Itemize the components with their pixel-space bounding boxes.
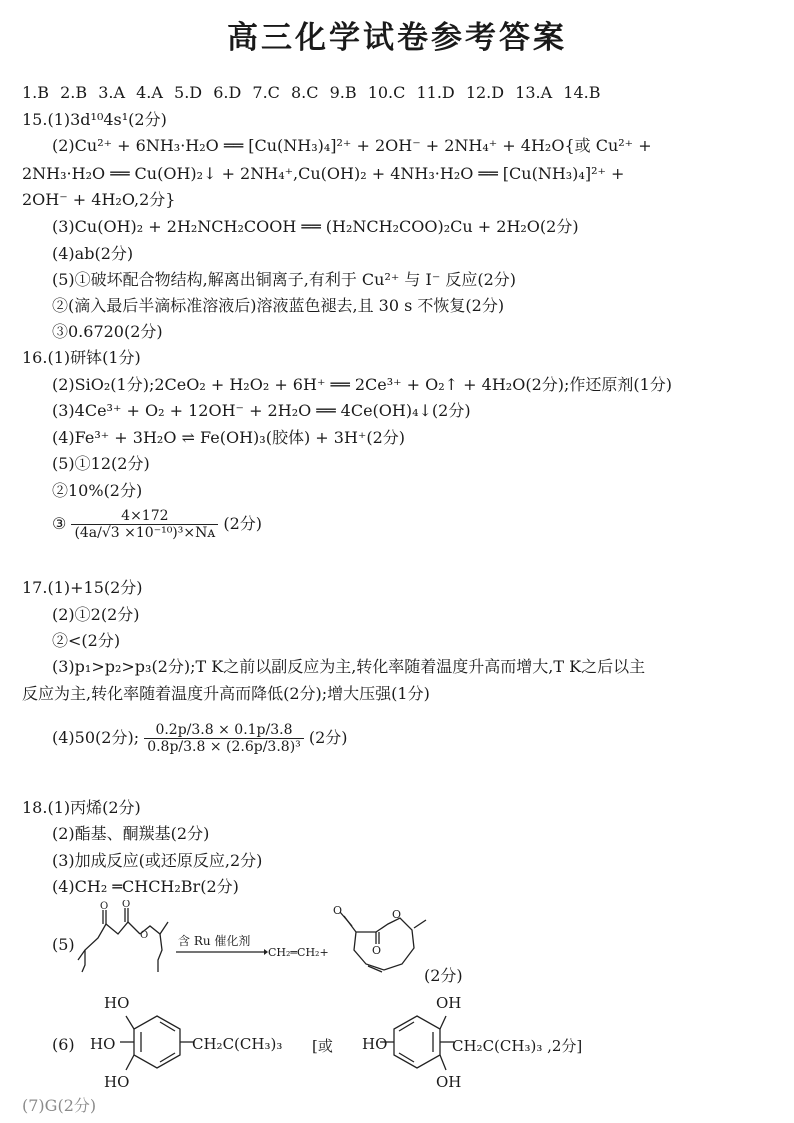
q16-line-3: (3)4Ce³⁺ + O₂ + 12OH⁻ + 2H₂O ══ 4Ce(OH)₄↓(2分) <box>52 401 471 420</box>
q17-line-5: 反应为主,转化率随着温度升高而降低(2分);增大压强(1分) <box>22 684 430 703</box>
benzene-ring-icon <box>120 1010 194 1078</box>
q18-line-4: (4)CH₂ ═CHCH₂Br(2分) <box>52 877 239 896</box>
q16-line-7 <box>52 508 262 541</box>
page-title: 高三化学试卷参考答案 <box>227 20 567 56</box>
q18-line-7: (7)G(2分) <box>22 1096 97 1115</box>
q18-6-label: (6) <box>52 1035 75 1054</box>
q15-line-7: (5)①破坏配合物结构,解离出铜离子,有利于 Cu²⁺ 与 I⁻ 反应(2分) <box>52 270 517 289</box>
q16-line-5: (5)①12(2分) <box>52 454 150 473</box>
q17-kp-fraction <box>144 722 304 755</box>
q17-line-2: (2)①2(2分) <box>52 605 140 624</box>
fraction-denominator: (4a/√3 ×10⁻¹⁰)³×Nᴀ <box>74 525 216 541</box>
benzene-ring-icon <box>380 1010 454 1078</box>
q17-line-4: (3)p₁>p₂>p₃(2分);T K之前以副反应为主,转化率随着温度升高而增大,T K之后以主 <box>52 657 646 676</box>
q16-line-6: ②10%(2分) <box>52 481 143 500</box>
q18-6-chain-1: CH₂C(CH₃)₃ <box>192 1035 283 1053</box>
reaction-arrow-icon <box>176 948 268 956</box>
q18-line-1: 18.(1)丙烯(2分) <box>22 798 141 817</box>
q18-6-ho-top: HO <box>104 994 130 1012</box>
q18-5-byproduct: CH₂═CH₂+ <box>268 946 329 959</box>
q17-line-3: ②<(2分) <box>52 631 121 650</box>
q17-line-6-prefix: (4)50(2分); <box>52 728 140 747</box>
q18-6-oh-bot: OH <box>436 1073 462 1091</box>
q18-5-catalyst: 含 Ru 催化剂 <box>178 934 251 948</box>
q15-line-2: (2)Cu²⁺ + 6NH₃·H₂O ══ [Cu(NH₃)₄]²⁺ + 2OH⁻ + 2NH₄⁺ + 4H₂O{或 Cu²⁺ + <box>52 136 652 155</box>
fraction-denominator: 0.8p/3.8 × (2.6p/3.8)³ <box>147 739 301 755</box>
q16-density-fraction <box>71 508 218 541</box>
q16-line-7-score: (2分) <box>223 514 263 533</box>
q17-line-6-score: (2分) <box>308 728 348 747</box>
svg-text:O: O <box>140 930 149 941</box>
q18-6-ho-left: HO <box>362 1035 388 1053</box>
q18-6-ho-mid: HO <box>90 1035 116 1053</box>
q17-line-1: 17.(1)+15(2分) <box>22 578 143 597</box>
q18-6-chain-2: CH₂C(CH₃)₃ ,2分] <box>452 1037 583 1055</box>
q15-line-6: (4)ab(2分) <box>52 244 134 263</box>
q16-line-4: (4)Fe³⁺ + 3H₂O ⇌ Fe(OH)₃(胶体) + 3H⁺(2分) <box>52 428 406 447</box>
svg-text:O: O <box>372 944 382 957</box>
q15-line-8: ②(滴入最后半滴标准溶液后)溶液蓝色褪去,且 30 s 不恢复(2分) <box>52 296 505 315</box>
q16-line-2: (2)SiO₂(1分);2CeO₂ + H₂O₂ + 6H⁺ ══ 2Ce³⁺ + O₂↑ + 4H₂O(2分);作还原剂(1分) <box>52 375 673 394</box>
multiple-choice-answers: 1.B 2.B 3.A 4.A 5.D 6.D 7.C 8.C 9.B 10.C 11.D 12.D 13.A 14.B <box>22 83 601 102</box>
q18-line-2: (2)酯基、酮羰基(2分) <box>52 824 210 843</box>
q18-6-oh-top: OH <box>436 994 462 1012</box>
q18-5-label: (5) <box>52 935 75 954</box>
q18-line-3: (3)加成反应(或还原反应,2分) <box>52 851 263 870</box>
ester-reactant-structure <box>70 900 180 975</box>
q15-line-1: 15.(1)3d¹⁰4s¹(2分) <box>22 110 167 129</box>
q16-line-1: 16.(1)研钵(1分) <box>22 348 141 367</box>
q18-6-ho-bot: HO <box>104 1073 130 1091</box>
q15-line-3: 2NH₃·H₂O ══ Cu(OH)₂↓ + 2NH₄⁺,Cu(OH)₂ + 4NH₃·H₂O ══ [Cu(NH₃)₄]²⁺ + <box>22 164 625 183</box>
q15-line-9: ③0.6720(2分) <box>52 322 163 341</box>
fraction-numerator: 4×172 <box>71 508 218 525</box>
q15-line-4: 2OH⁻ + 4H₂O,2分} <box>22 190 176 209</box>
q15-line-5: (3)Cu(OH)₂ + 2H₂NCH₂COOH ══ (H₂NCH₂COO)₂Cu + 2H₂O(2分) <box>52 217 579 236</box>
svg-text:O: O <box>333 904 343 917</box>
svg-text:O: O <box>122 900 131 910</box>
q18-6-or: [或 <box>312 1037 333 1055</box>
q17-line-6 <box>52 722 348 755</box>
svg-text:O: O <box>392 908 402 921</box>
svg-text:O: O <box>100 901 109 912</box>
q16-line-7-prefix: ③ <box>52 514 67 533</box>
q18-5-score: (2分) <box>424 966 463 985</box>
fraction-numerator: 0.2p/3.8 × 0.1p/3.8 <box>144 722 304 739</box>
